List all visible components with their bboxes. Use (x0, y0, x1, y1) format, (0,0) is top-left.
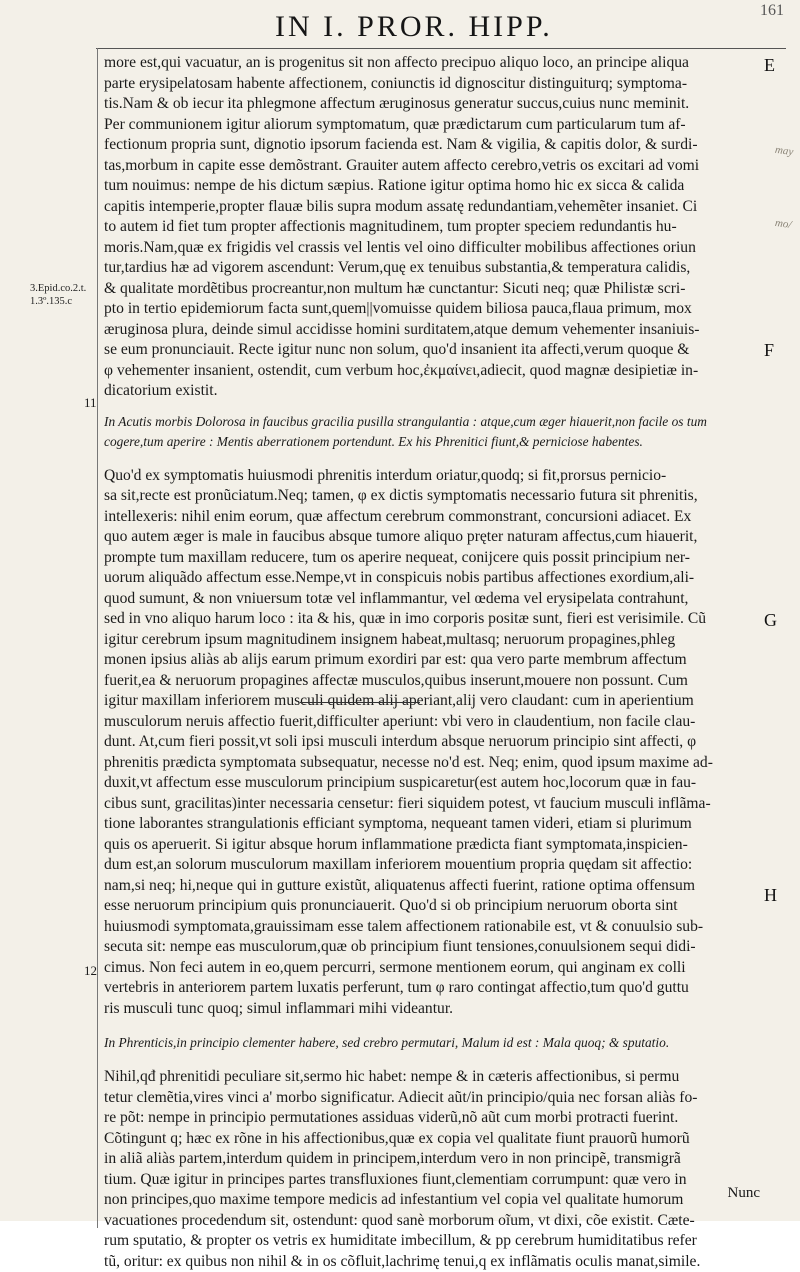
citation-note (30, 282, 86, 308)
text-line: sed in vno aliquo harum loco : ita & his, quæ in imo corporis positæ sunt, fieri est verisimile. Cũ (104, 609, 766, 630)
text-line: uorum aliquãdo affectum esse.Nempe,vt in conspicuis nobis partibus affectiones exordium,ali- (104, 568, 766, 589)
margin-rule (97, 48, 98, 1228)
text-line: vacuationes procedendum sit, ostendunt: quod sanè morborum oĩum, vt dixi, cõe existit. Cæte- (104, 1211, 766, 1232)
text-line: igitur maxillam inferiorem musculi quidem alij aperiant,alij vero claudant: cum in aperientium (104, 691, 766, 712)
paragraph (104, 466, 766, 1020)
text-line: duxit,vt affectum esse musculorum principium suspicaretur(est autem hoc,locorum quæ in fau- (104, 773, 766, 794)
text-line: se eum pronunciauit. Recte igitur nunc non solum, quo'd insanient ita affecti,verum quoque & (104, 340, 766, 361)
text-line: quis os aperuerit. Si igitur absque horum inflammatione prædicta fiant symptomata,inspicien- (104, 835, 766, 856)
margin-letter: G (764, 610, 777, 631)
lemma (104, 412, 766, 452)
text-line: tur,tardius hæ ad vigorem ascendunt: Verum,quę ex tenuibus substantia,& temperatura calidis, (104, 258, 766, 279)
page-header (0, 0, 800, 50)
text-line: huiusmodi symptomata,grauissimam esse talem affectionem rationabile est, vt & conuulsio sub- (104, 917, 766, 938)
text-line: pto in tertio epidemiorum facta sunt,quem||vomuisse quidem biliosa pauca,flaua primum, mox (104, 299, 766, 320)
text-line: φ vehementer insanient, ostendit, cum verbum hoc,ἐκμαίνει,adiecit, quod magnæ desipietiæ in- (104, 361, 766, 382)
text-line: rum sputatio, & propter os vetris ex humiditate imbecillum, & pp cerebrum humiditatibus refer (104, 1231, 766, 1252)
strikethrough-mark (300, 702, 420, 703)
text-line: In Phrenticis,in principio clementer habere, sed crebro permutari, Malum id est : Mala quoq; & sputatio. (104, 1033, 766, 1053)
section-number: 12 (84, 963, 97, 979)
text-line: cogere,tum aperire : Mentis aberrationem portendunt. Ex his Phrenitici fiunt,& perniciose habentes. (104, 432, 766, 452)
paragraph (104, 53, 766, 402)
text-line: & qualitate mordẽtibus procreantur,non multum hæ cunctantur: Sicuti neq; quæ Philistæ scri- (104, 279, 766, 300)
text-line: ris musculi tunc quoq; simul inflammari mihi videantur. (104, 999, 766, 1020)
text-line: quo autem æger is male in faucibus absque tumore aliquo pręter naturam affectus,cum hiauerit, (104, 527, 766, 548)
handwritten-note: may (774, 144, 794, 158)
margin-letter: F (764, 340, 774, 361)
lemma (104, 1033, 766, 1053)
text-line: nam,si neq; hi,neque qui in gutture existũt, aliquatenus affecti fuerint, ratione optima offensum (104, 876, 766, 897)
text-line: In Acutis morbis Dolorosa in faucibus gracilia pusilla strangulantia : atque,cum æger hiauerit,non facile os tum (104, 412, 766, 432)
catchword: Nunc (728, 1185, 761, 1202)
text-line: phrenitis prædicta symptomata subsequatur, necesse no'd est. Neq; enim, quod ipsum maxime ad- (104, 753, 766, 774)
text-line: Nihil,qđ phrenitidi peculiare sit,sermo hic habet: nempe & in cæteris affectionibus, si permu (104, 1067, 766, 1088)
section-number: 11 (84, 395, 97, 411)
text-line: parte erysipelatosam habente affectionem, coniunctis id dignoscitur distinguiturq; symptoma- (104, 74, 766, 95)
text-line: esse neruorum principium quis pronunciauerit. Quo'd si ob principium neruorum oborta sint (104, 896, 766, 917)
text-line: tum nouimus: nempe de his dictum sæpius. Ratione igitur optima homo hic ex sicca & calida (104, 176, 766, 197)
text-line: to autem id fiet tum propter affectionis magnitudinem, tum propter speciem redundantis hu- (104, 217, 766, 238)
text-line: tis.Nam & ob iecur ita phlegmone affectum æruginosus generatur succus,cuius nunc meminit. (104, 94, 766, 115)
text-line: cimus. Non feci autem in eo,quem percurri, sermone mentionem eorum, qui anginam ex colli (104, 958, 766, 979)
text-line: monen ipsius aliàs ab alijs earum primum exordiri par est: qua vero parte membrum affectum (104, 650, 766, 671)
margin-letter: E (764, 55, 775, 76)
text-line: quod sumunt, & non vniuersum totæ vel inflammantur, vel œdema vel erysipelata contrahunt, (104, 589, 766, 610)
text-line: tione laborantes strangulationis efficiant symptoma, nequeant tamen videri, etiam si plurimum (104, 814, 766, 835)
text-line: musculorum neruis affectio fuerit,difficulter aperiunt: vbi vero in claudentium, non facile clau- (104, 712, 766, 733)
text-line: tas,morbum in capite esse demõstrant. Grauiter autem affecto cerebro,vetris os excitari ad vomi (104, 156, 766, 177)
text-line: re põt: nempe in principio permutationes assiduas viderũ,nõ aũt cum morbi protracti fuerint. (104, 1108, 766, 1129)
text-line: intellexeris: nihil enim eorum, quæ affectum cerebrum commonstrant, concursioni adiacet. Ex (104, 507, 766, 528)
text-line: dunt. At,cum fieri possit,vt soli ipsi musculi interdum absque neruorum principio sint affecti, φ (104, 732, 766, 753)
text-line: sa sit,recte est pronũciatum.Neq; tamen, φ ex dictis symptomatis necessario futura sit phrenitis, (104, 486, 766, 507)
text-line: æruginosa plura, deinde simul accidisse homini surditatem,atque demum vehementer insaniuis- (104, 320, 766, 341)
text-line: tũ, oritur: ex quibus non nihil & in os cõfluit,lachrimę tenui,q ex inflãmatis oculis manat,simile. (104, 1252, 766, 1272)
text-line: Per communionem igitur aliorum symptomatum, quæ prædictarum cum particularum tum af- (104, 115, 766, 136)
text-line: tium. Quæ igitur in principes partes transfluxiones fiunt,clementiam corrumpunt: quæ vero in (104, 1170, 766, 1191)
text-line: secuta sit: nempe eas musculorum,quæ ob principium fiunt tensiones,conuulsionem sequi didi- (104, 937, 766, 958)
text-line: Quo'd ex symptomatis huiusmodi phrenitis interdum oriatur,quodq; si fit,prorsus pernicio- (104, 466, 766, 487)
text-line: vertebris in anteriorem partem luxatis perferunt, tum φ raro contingat affectio,tum quo'd guttu (104, 978, 766, 999)
text-line: in aliã aliàs partem,interdum quidem in principem,interdum vero in non principẽ, transmigrã (104, 1149, 766, 1170)
text-line: prompte tum maxillam reducere, tum os aperire nequeat, conijcere quis possit principium ner- (104, 548, 766, 569)
text-line: fectionum propria sunt, dignotio ipsorum facienda est. Nam & vigilia, & capitis dolor, & surdi- (104, 135, 766, 156)
text-line: dum est,an solorum musculorum maxillam inferiorem mouentium propria quędam sit affectio: (104, 855, 766, 876)
margin-letter: H (764, 885, 777, 906)
text-line: moris.Nam,quæ ex frigidis vel crassis vel lentis vel oino difficulter mobilibus affectiones oriun (104, 238, 766, 259)
text-line: Cõtingunt q; hæc ex rõne in his affectionibus,quæ ex copia vel qualitate fiunt prauorũ humorũ (104, 1129, 766, 1150)
text-line: fuerit,ea & neruorum propagines affectæ musculos,quibus inserunt,mouere non possunt. Cum (104, 671, 766, 692)
citation-line: 1.3º.135.c (30, 295, 86, 308)
text-line: more est,qui vacuatur, an is progenitus sit non affecto precipuo aliquo loco, an principe aliqua (104, 53, 766, 74)
text-body (104, 53, 766, 1272)
text-line: tetur clemẽtia,vires vinci a' morbo significatur. Adiecit aũt/in principio/quia nec forsan aliàs fo- (104, 1088, 766, 1109)
text-line: cibus sunt, gracilitas)inter necessaria censetur: fieri siquidem potest, vt faucium musculi inflãma- (104, 794, 766, 815)
header-rule (96, 48, 786, 49)
handwritten-note: mo/ (774, 217, 792, 231)
text-line: igitur cerebrum ipsum magnitudinem insignem habeat,multasq; neruorum propagines,phleg (104, 630, 766, 651)
citation-line: 3.Epid.co.2.t. (30, 282, 86, 295)
page-number: 161 (760, 2, 784, 20)
running-head: IN I. PROR. HIPP. (275, 10, 553, 44)
text-line: capitis intemperie,propter flauæ bilis supra modum assatę redundantiam,vehemẽter insaniet. Ci (104, 197, 766, 218)
text-line: non principes,quo maxime tempore medicis ad infestantium vel copia vel qualitate humorum (104, 1190, 766, 1211)
paragraph (104, 1067, 766, 1272)
text-line: dicatorium existit. (104, 381, 766, 402)
